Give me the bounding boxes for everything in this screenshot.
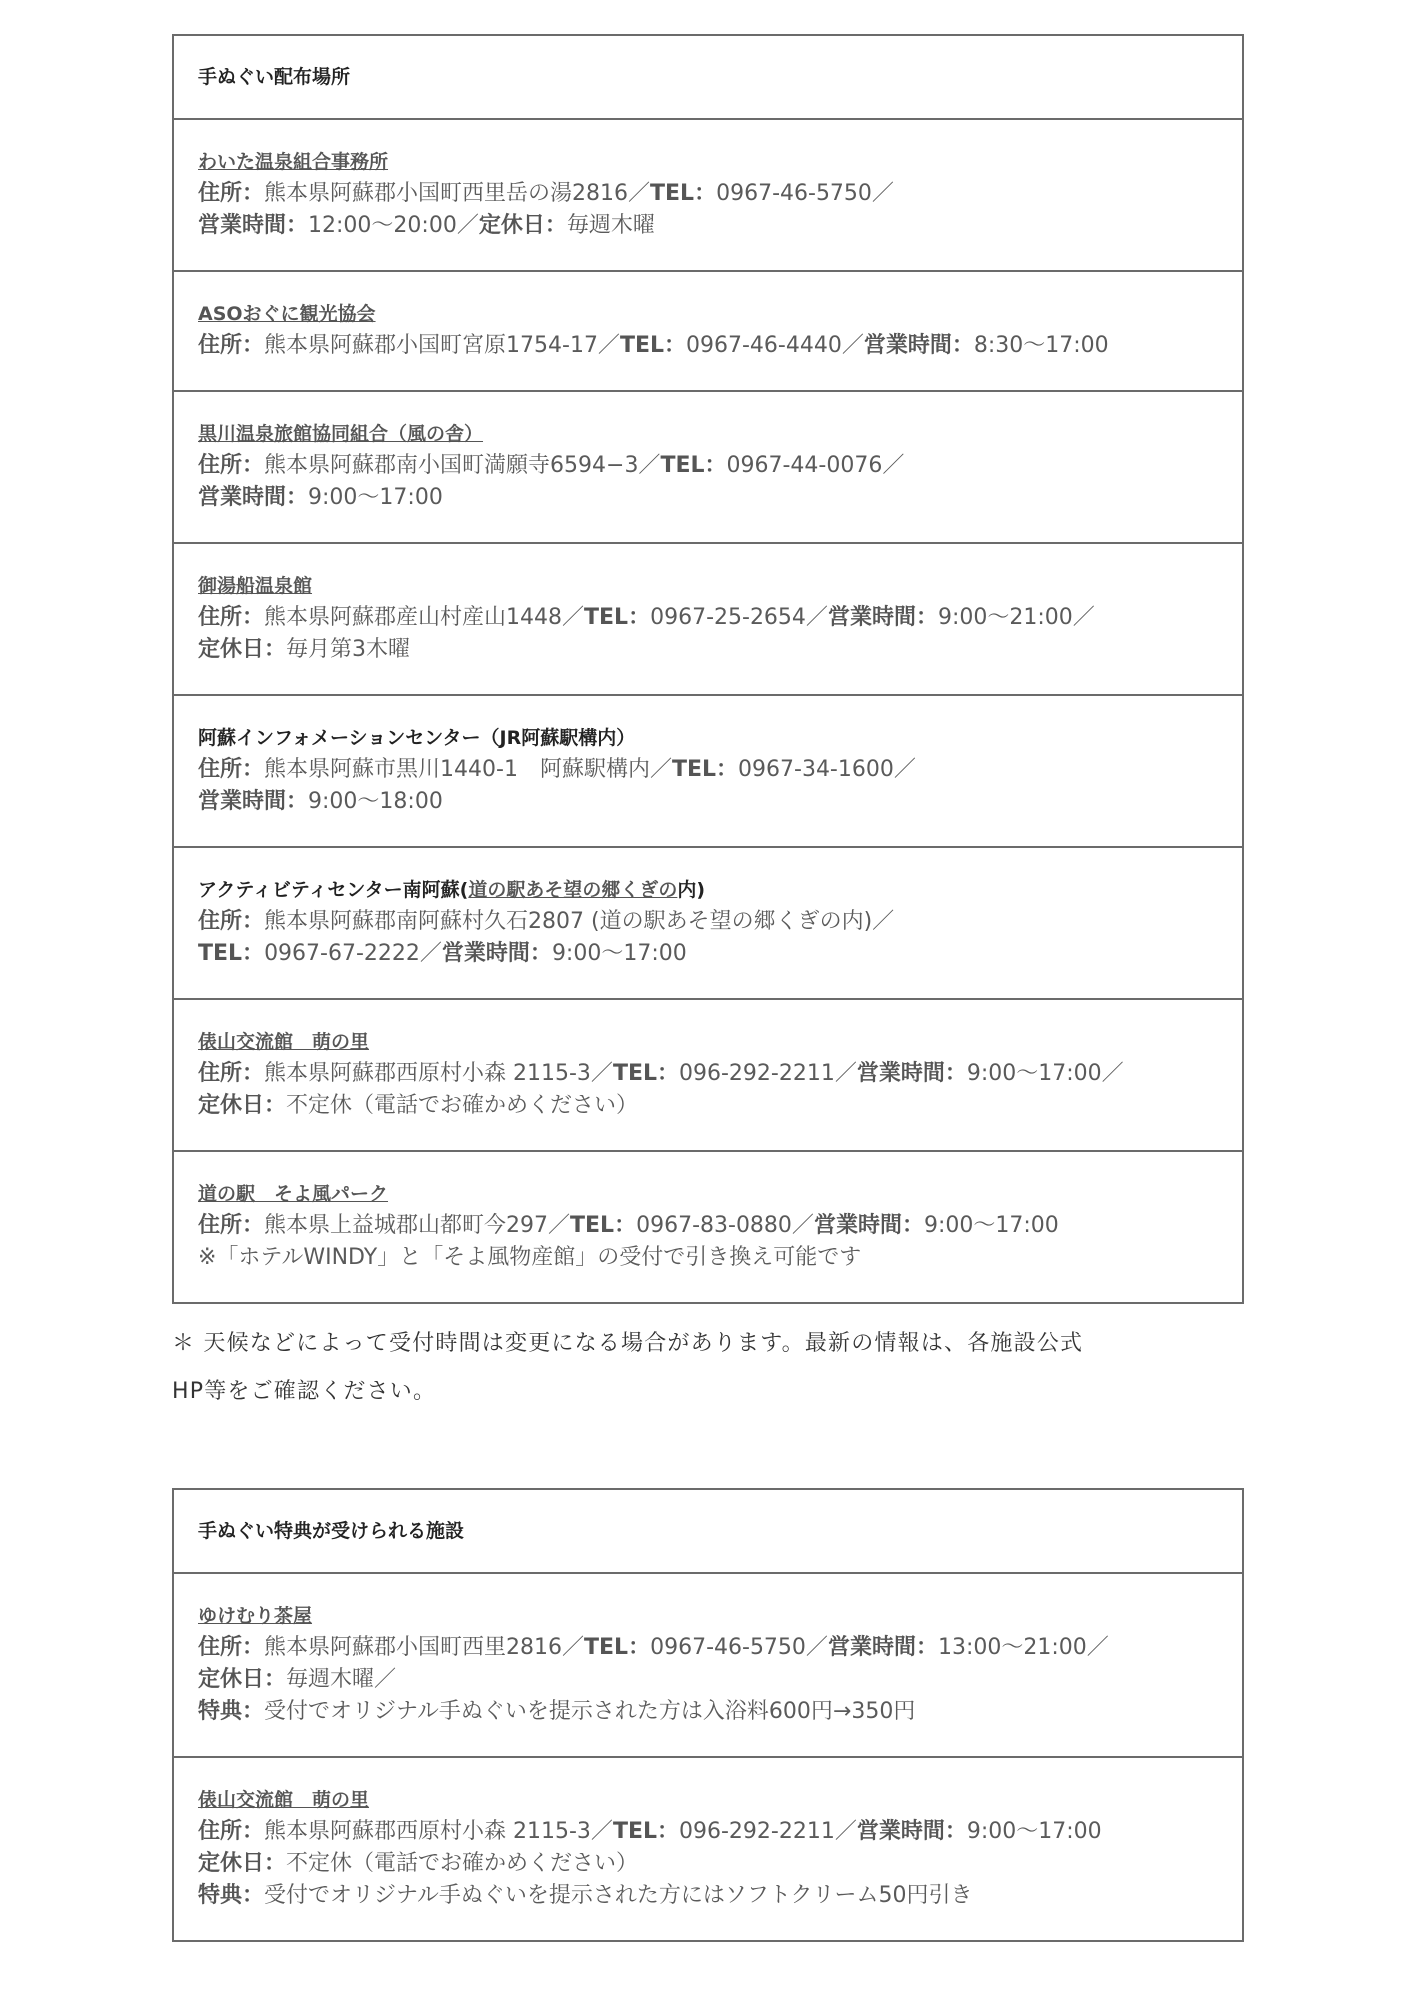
facility-detail-line: [198, 1632, 1218, 1664]
facility-row: [173, 391, 1243, 543]
field-label: 定休日：: [478, 213, 567, 238]
facility-detail-line: [198, 178, 1218, 210]
field-label: 住所：: [198, 1213, 265, 1238]
field-value: 熊本県阿蘇郡南小国町満願寺6594−3／: [264, 453, 661, 478]
facility-name: [198, 1600, 1218, 1632]
field-value: 0967-83-0880／: [636, 1213, 814, 1238]
facility-detail-line: [198, 210, 1218, 242]
field-label: 特典：: [198, 1883, 265, 1908]
benefits-table-title: 手ぬぐい特典が受けられる施設: [173, 1489, 1243, 1573]
facility-detail-line: [198, 1058, 1218, 1090]
field-label: TEL：: [671, 757, 739, 782]
facility-cell: [173, 999, 1243, 1151]
facility-detail-line: [198, 602, 1218, 634]
facility-name: [198, 1026, 1218, 1058]
field-value: 受付でオリジナル手ぬぐいを提示された方にはソフトクリーム50円引き: [264, 1883, 973, 1908]
field-value: 不定休（電話でお確かめください）: [286, 1851, 639, 1876]
field-value: 0967-67-2222／: [264, 941, 442, 966]
facility-detail-line: [198, 330, 1218, 362]
field-value: 受付でオリジナル手ぬぐいを提示された方は入浴料600円→350円: [264, 1699, 916, 1724]
facility-row: [173, 271, 1243, 391]
note-line-2: HP等をご確認ください。: [172, 1379, 437, 1404]
facility-name-link[interactable]: 道の駅 そよ風パーク: [198, 1183, 389, 1205]
note-line-1: ＊ 天候などによって受付時間は変更になる場合があります。最新の情報は、各施設公式: [172, 1331, 1084, 1356]
field-label: TEL：: [584, 605, 651, 630]
field-value: 熊本県阿蘇郡小国町西里岳の湯2816／: [264, 181, 651, 206]
facility-name-link[interactable]: 俵山交流館 萌の里: [198, 1789, 370, 1811]
facility-cell: [173, 1757, 1243, 1941]
distribution-table-header-row: [173, 35, 1243, 119]
field-label: 営業時間：: [827, 1635, 938, 1660]
field-label: 営業時間：: [856, 1819, 967, 1844]
facility-detail-line: [198, 1210, 1218, 1242]
field-value: 熊本県阿蘇郡小国町宮原1754-17／: [264, 333, 620, 358]
field-value: 0967-34-1600／: [738, 757, 916, 782]
field-value: 9:00〜17:00: [308, 485, 443, 510]
field-value: 9:00〜17:00: [966, 1819, 1102, 1844]
facility-row: [173, 847, 1243, 999]
field-value: 9:00〜17:00: [551, 941, 687, 966]
field-value: 熊本県阿蘇郡産山村産山1448／: [264, 605, 585, 630]
facility-cell: [173, 271, 1243, 391]
field-label: 定休日：: [198, 1667, 287, 1692]
field-value: 毎週木曜／: [286, 1667, 397, 1692]
field-value: 熊本県阿蘇郡南阿蘇村久石2807 (道の駅あそ望の郷くぎの内)／: [264, 909, 895, 934]
field-value: 0967-44-0076／: [726, 453, 905, 478]
field-label: TEL：: [660, 453, 727, 478]
field-label: 住所：: [198, 333, 265, 358]
facility-name: [198, 1178, 1218, 1210]
facility-cell: [173, 847, 1243, 999]
facility-name-link[interactable]: わいた温泉組合事務所: [198, 151, 389, 173]
facility-name-link[interactable]: 御湯船温泉館: [198, 575, 313, 597]
field-value: 9:00〜17:00: [923, 1213, 1059, 1238]
facility-row: [173, 1757, 1243, 1941]
field-value: 8:30〜17:00: [973, 333, 1109, 358]
note-paragraph: [172, 1320, 1244, 1416]
facility-name: [198, 298, 1218, 330]
facility-detail-line: [198, 1242, 1218, 1274]
page-content: [172, 34, 1244, 1942]
field-label: 定休日：: [198, 637, 287, 662]
facility-name: [198, 418, 1218, 450]
facility-detail-line: [198, 450, 1218, 482]
field-value: 熊本県阿蘇市黒川1440-1 阿蘇駅構内／: [264, 757, 672, 782]
field-value: 毎週木曜: [566, 213, 655, 238]
benefits-table-header-row: [173, 1489, 1243, 1573]
field-value: 13:00〜21:00／: [937, 1635, 1109, 1660]
field-label: 営業時間：: [813, 1213, 924, 1238]
facility-detail-line: [198, 1664, 1218, 1696]
field-value: 0967-46-4440／: [686, 333, 864, 358]
benefits-table: [172, 1488, 1244, 1942]
field-value: 0967-25-2654／: [650, 605, 828, 630]
field-label: 住所：: [198, 181, 265, 206]
field-label: 住所：: [198, 1819, 265, 1844]
field-value: ※「ホテルWINDY」と「そよ風物産館」の受付で引き換え可能です: [198, 1245, 862, 1270]
field-label: 営業時間：: [827, 605, 938, 630]
facility-cell: [173, 119, 1243, 271]
facility-detail-line: [198, 938, 1218, 970]
facility-detail-line: [198, 906, 1218, 938]
facility-name: [198, 570, 1218, 602]
facility-detail-line: [198, 1816, 1218, 1848]
facility-name-text: アクティビティセンター南阿蘇(: [198, 879, 469, 901]
field-label: 住所：: [198, 605, 265, 630]
facility-detail-line: [198, 786, 1218, 818]
field-label: TEL：: [198, 941, 265, 966]
field-label: 営業時間：: [198, 213, 309, 238]
facility-detail-line: [198, 1880, 1218, 1912]
field-value: 熊本県上益城郡山都町今297／: [264, 1213, 571, 1238]
field-label: 住所：: [198, 453, 265, 478]
field-label: TEL：: [584, 1635, 651, 1660]
facility-name: [198, 146, 1218, 178]
field-label: 定休日：: [198, 1093, 287, 1118]
facility-detail-line: [198, 634, 1218, 666]
facility-row: [173, 695, 1243, 847]
facility-cell: [173, 391, 1243, 543]
field-label: 特典：: [198, 1699, 265, 1724]
facility-name-text: 阿蘇インフォメーションセンター（JR阿蘇駅構内）: [198, 727, 636, 749]
field-label: TEL：: [570, 1213, 637, 1238]
field-value: 096-292-2211／: [679, 1061, 857, 1086]
field-value: 0967-46-5750／: [716, 181, 894, 206]
facility-name-link[interactable]: ゆけむり茶屋: [198, 1605, 313, 1627]
field-label: 営業時間：: [856, 1061, 967, 1086]
field-label: 住所：: [198, 909, 265, 934]
field-label: TEL：: [650, 181, 717, 206]
facility-detail-line: [198, 1090, 1218, 1122]
field-label: 営業時間：: [863, 333, 974, 358]
field-value: 0967-46-5750／: [650, 1635, 828, 1660]
facility-row: [173, 1151, 1243, 1303]
field-label: TEL：: [612, 1819, 679, 1844]
field-value: 12:00〜20:00／: [308, 213, 479, 238]
field-value: 9:00〜21:00／: [937, 605, 1095, 630]
field-label: TEL：: [612, 1061, 679, 1086]
field-value: 毎月第3木曜: [286, 637, 411, 662]
field-label: TEL：: [619, 333, 686, 358]
facility-cell: [173, 1573, 1243, 1757]
facility-name-link[interactable]: 黒川温泉旅館協同組合（風の舎）: [198, 423, 484, 445]
facility-row: [173, 119, 1243, 271]
field-value: 9:00〜18:00: [308, 789, 443, 814]
field-label: 営業時間：: [198, 485, 309, 510]
field-value: 不定休（電話でお確かめください）: [286, 1093, 639, 1118]
spacer: [172, 1416, 1244, 1488]
facility-name: [198, 722, 1218, 754]
field-value: 熊本県阿蘇郡西原村小森 2115-3／: [264, 1061, 613, 1086]
facility-name: [198, 1784, 1218, 1816]
facility-cell: [173, 695, 1243, 847]
field-label: 営業時間：: [441, 941, 552, 966]
field-value: 9:00〜17:00／: [966, 1061, 1124, 1086]
field-value: 熊本県阿蘇郡小国町西里2816／: [264, 1635, 585, 1660]
field-label: 住所：: [198, 1635, 265, 1660]
facility-cell: [173, 543, 1243, 695]
facility-detail-line: [198, 482, 1218, 514]
field-label: 定休日：: [198, 1851, 287, 1876]
facility-name-link[interactable]: 道の駅あそ望の郷くぎの: [468, 879, 678, 901]
facility-row: [173, 999, 1243, 1151]
facility-cell: [173, 1151, 1243, 1303]
field-label: 住所：: [198, 757, 265, 782]
facility-name-text: 内): [677, 879, 706, 901]
facility-name-link[interactable]: ASOおぐに観光協会: [198, 303, 376, 325]
facility-name: [198, 874, 1218, 906]
field-label: 営業時間：: [198, 789, 309, 814]
distribution-table: [172, 34, 1244, 1304]
facility-row: [173, 543, 1243, 695]
field-value: 096-292-2211／: [679, 1819, 857, 1844]
facility-row: [173, 1573, 1243, 1757]
distribution-table-title: 手ぬぐい配布場所: [173, 35, 1243, 119]
facility-name-link[interactable]: 俵山交流館 萌の里: [198, 1031, 370, 1053]
field-value: 熊本県阿蘇郡西原村小森 2115-3／: [264, 1819, 613, 1844]
facility-detail-line: [198, 1848, 1218, 1880]
facility-detail-line: [198, 1696, 1218, 1728]
field-label: 住所：: [198, 1061, 265, 1086]
facility-detail-line: [198, 754, 1218, 786]
